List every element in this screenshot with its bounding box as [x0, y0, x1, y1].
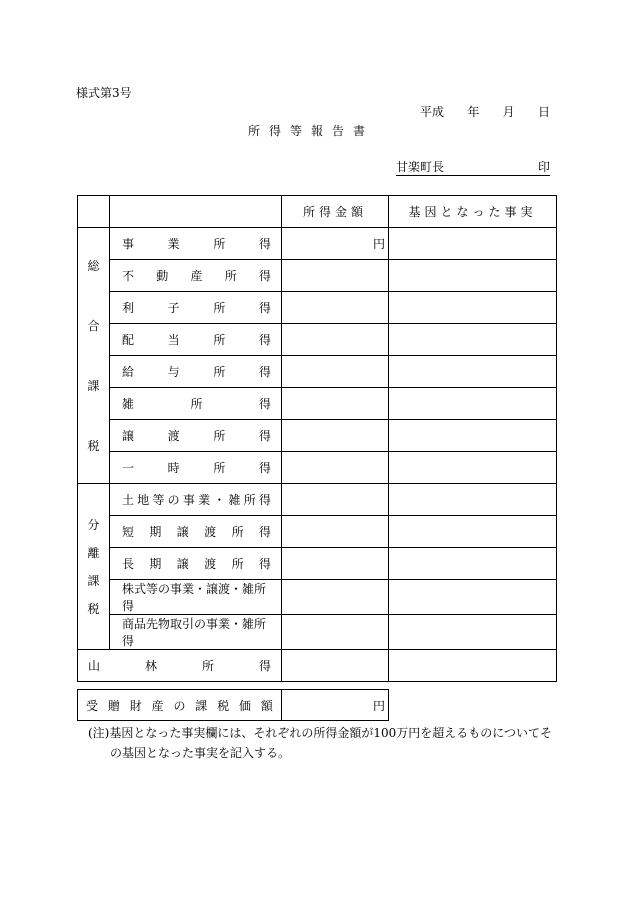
footnote-line-2: の基因となった事実を記入する。: [110, 746, 291, 760]
date-day: 日: [537, 105, 550, 119]
footnote: [88, 723, 558, 763]
form-number: 様式第3号: [76, 86, 132, 100]
table-row: [78, 324, 557, 356]
header-blank: [78, 196, 110, 228]
basis-cell[interactable]: [389, 452, 557, 484]
amount-cell[interactable]: [282, 292, 389, 324]
row-label: 長 期 譲 渡 所 得: [110, 548, 282, 580]
amount-cell[interactable]: [282, 356, 389, 388]
date-year: 年: [467, 105, 480, 119]
amount-cell[interactable]: [282, 548, 389, 580]
header-basis: 基因となった事実: [389, 196, 557, 228]
table-row: [78, 580, 557, 615]
date-era: 平成: [420, 105, 445, 119]
row-label: 利 子 所 得: [110, 292, 282, 324]
table-row: [78, 356, 557, 388]
header-blank-2: [110, 196, 282, 228]
amount-cell[interactable]: [282, 650, 389, 682]
table-row: [78, 292, 557, 324]
row-label: 雑 所 得: [110, 388, 282, 420]
addressee-name: 甘楽町長: [396, 160, 445, 174]
table-row: [78, 228, 557, 260]
basis-cell[interactable]: [389, 615, 557, 650]
table-row: [78, 420, 557, 452]
seal-mark: 印: [537, 160, 550, 174]
table-row: [78, 260, 557, 292]
row-label: 株式等の事業・譲渡・雑所得: [110, 580, 282, 615]
basis-cell[interactable]: [389, 388, 557, 420]
group-comprehensive-label: 総 合 課 税: [78, 228, 110, 484]
table-row: [78, 516, 557, 548]
gift-label: 受 贈 財 産 の 課 税 価 額: [78, 690, 282, 721]
gift-amount-cell[interactable]: 円: [282, 690, 389, 721]
table-row: [78, 484, 557, 516]
amount-cell[interactable]: [282, 516, 389, 548]
addressee-line: [396, 159, 550, 176]
amount-cell[interactable]: [282, 615, 389, 650]
row-label: 給 与 所 得: [110, 356, 282, 388]
row-label: 不 動 産 所 得: [110, 260, 282, 292]
amount-cell[interactable]: 円: [282, 228, 389, 260]
amount-cell[interactable]: [282, 484, 389, 516]
basis-cell[interactable]: [389, 516, 557, 548]
row-label: 商品先物取引の事業・雑所得: [110, 615, 282, 650]
row-label: 土 地 等 の 事 業 ・ 雑 所 得: [110, 484, 282, 516]
gift-table: [77, 689, 389, 721]
amount-cell[interactable]: [282, 260, 389, 292]
row-label: 一 時 所 得: [110, 452, 282, 484]
table-header-row: [78, 196, 557, 228]
row-label-forest: 山 林 所 得: [78, 650, 282, 682]
table-row: [78, 548, 557, 580]
table-row: [78, 452, 557, 484]
basis-cell[interactable]: [389, 228, 557, 260]
group-separate-label: 分 離 課 税: [78, 484, 110, 650]
basis-cell[interactable]: [389, 548, 557, 580]
basis-cell[interactable]: [389, 324, 557, 356]
amount-cell[interactable]: [282, 324, 389, 356]
footnote-line-1: (注)基因となった事実欄には、それぞれの所得金額が100万円を超えるものについてそ: [88, 726, 553, 740]
document-title: 所得等報告書: [248, 124, 375, 138]
basis-cell[interactable]: [389, 484, 557, 516]
amount-cell[interactable]: [282, 420, 389, 452]
basis-cell[interactable]: [389, 420, 557, 452]
table-row: [78, 650, 557, 682]
amount-cell[interactable]: [282, 452, 389, 484]
basis-cell[interactable]: [389, 292, 557, 324]
row-label: 短 期 譲 渡 所 得: [110, 516, 282, 548]
basis-cell[interactable]: [389, 260, 557, 292]
amount-cell[interactable]: [282, 580, 389, 615]
header-amount: 所得金額: [282, 196, 389, 228]
basis-cell[interactable]: [389, 356, 557, 388]
amount-cell[interactable]: [282, 388, 389, 420]
table-row: [78, 615, 557, 650]
basis-cell[interactable]: [389, 580, 557, 615]
date-line: [420, 103, 550, 120]
basis-cell[interactable]: [389, 650, 557, 682]
table-row: [78, 690, 389, 721]
date-month: 月: [502, 105, 515, 119]
income-table: [77, 195, 557, 682]
row-label: 事 業 所 得: [110, 228, 282, 260]
row-label: 配 当 所 得: [110, 324, 282, 356]
row-label: 譲 渡 所 得: [110, 420, 282, 452]
table-row: [78, 388, 557, 420]
